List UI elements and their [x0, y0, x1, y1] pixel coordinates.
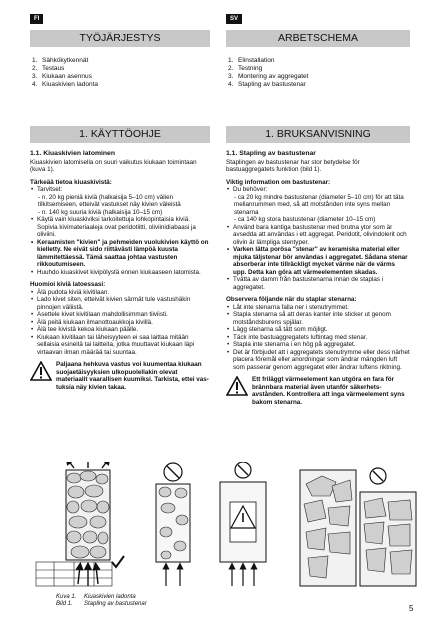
bullet-fi: • Älä peitä kiukaan ilmanottoaukkoja kivillä.	[30, 319, 210, 327]
sub-bullet-sv: - ca 20 kg mindre bastustenar (diameter 5–10 cm) för att täta mellanrummen med, så att motstånden inte syns mellan stenarna	[234, 193, 404, 216]
warning-triangle-icon	[226, 376, 248, 396]
language-tag-fi: FI	[30, 14, 43, 24]
bullet-sv: • Täck inte bastuaggregatets luftintag med stenar.	[226, 334, 410, 342]
intro-fi: Kiuaskivien latomisella on suuri vaikutus kiukaan toimintaan (kuva 1).	[30, 158, 197, 173]
warning-sv	[226, 376, 410, 406]
bullet-fi: • Älä tee kivistä kekoa kiukaan päälle.	[30, 326, 210, 334]
toc-item: 2. Testning	[228, 65, 263, 72]
stone-grid-illustration	[34, 560, 114, 588]
toc-item: 4. Stapling av bastustenar	[228, 81, 306, 88]
toc-item: 1. Elinstallation	[228, 57, 275, 64]
intro-sv: Staplingen av bastustenar har stor betydelse för bastuaggregatets funktion (bild 1).	[226, 158, 360, 173]
warning-text-sv: Ett friläggt värmeelement kan utgöra en fara för brännbara material även utanför säkerhetsavstånden. Kontrollera att inga värmeelement syns bakom stenarna.	[252, 376, 405, 406]
column-fi	[30, 30, 210, 89]
important-heading-fi: Tärkeää tietoa kiuaskivistä:	[30, 178, 112, 186]
bullet-sv: • Stapla stenarna så att deras kanter inte sticker ut genom motståndsburens spjälar.	[226, 311, 410, 326]
subtitle-fi: 1.1. Kiuaskivien latominen	[30, 150, 115, 157]
hazard-panel	[220, 462, 266, 586]
section-sv	[226, 126, 410, 406]
sub-bullet-sv: - ca 140 kg stora bastustenar (diameter 10–15 cm)	[234, 216, 376, 223]
warning-triangle-icon	[30, 361, 52, 381]
toc-item: 1. Sähkökytkennät	[32, 57, 89, 64]
bullet-fi: • Keraamisten "kivien" ja pehmeiden vuolukivien käyttö on kielletty. Ne eivät sido riittävästi lämpöä kuusta lämmitettäessä. Tämä saattaa johtaa vastusten rikkoutumiseen.	[30, 239, 210, 269]
toc-title-sv: ARBETSCHEMA	[226, 30, 410, 47]
figure-caption	[56, 594, 147, 608]
important-heading-sv: Viktig information om bastustenar:	[226, 178, 331, 186]
sub-bullet-fi: - n. 20 kg pieniä kiviä (halkaisija 5–10 cm) välien tilkitsemiseen, etteivät vastukset näy kivien väleistä	[38, 193, 181, 208]
bullet-sv: • Lägg stenarna så tätt som möjligt.	[226, 326, 410, 334]
bullet-fi: • Huuhdo kiuaskivet kivipölystä ennen kiukaaseen latomista.	[30, 269, 210, 277]
notice-heading-fi: Huomioi kiviä latoessasi:	[30, 281, 106, 288]
section-fi	[30, 126, 210, 391]
warning-fi	[30, 361, 210, 391]
bullet-sv: • Stapla inte stenarna i en hög på aggregatet.	[226, 341, 410, 349]
toc-item: 4. Kiuaskivien ladonta	[32, 81, 99, 88]
bullet-fi: • Kiukaan kivitilaan tai läheisyyteen ei saa laittaa mitään sellaisia esineitä tai laitteita, jotka muuttavat kiukaan läpi virtaavan ilman määrää tai suuntaa.	[30, 334, 210, 357]
toc-item: 3. Kiukaan asennus	[32, 73, 92, 80]
caption-label-sv: Bild 1.	[56, 601, 73, 607]
bullet-fi: • Asettele kivet kivitilaan mahdollisimman tiiviisti.	[30, 311, 210, 319]
column-sv	[226, 30, 410, 89]
bullet-sv: • Varken lätta porösa "stenar" av keramiska material eller mjuka täljstenar bör användas i aggregatet. Sådana stenar absorberar inte tillräckligt mycket värme när de värms upp. Detta kan göra att värmeelementen skadas.	[226, 246, 410, 276]
toc-list-sv	[228, 57, 410, 89]
wrong-stacking-panel	[156, 463, 190, 586]
bullet-sv: • Tvätta av damm från bastustenarna innan de staplas i aggregatet.	[226, 276, 410, 291]
warning-text-fi: Paljaana hehkuva vastus voi kuumentaa kiukaan suojaetäisyyksien ulkopuolellakin olevat materiaalit vaarallisen kuumiksi. Tarkista, ettei vastuksia näy kivien takaa.	[56, 361, 209, 391]
subtitle-sv: 1.1. Stapling av bastustenar	[226, 150, 316, 157]
sub-bullet-fi: - n. 140 kg suuria kiviä (halkaisija 10–15 cm)	[38, 208, 163, 216]
section-title-fi: 1. KÄYTTÖOHJE	[30, 126, 210, 143]
body-sv	[226, 150, 410, 406]
bullet-fi: • Tarvitset:	[30, 186, 210, 194]
caption-label-fi: Kuva 1.	[56, 594, 77, 600]
bullet-fi: • Käytä vain kiuaskiviksi tarkoitettuja lohkopintaisia kiviä. Sopivia kivimateriaaleja ovat peridotiitti, oliviinidiabaasi ja oliviini.	[30, 216, 210, 239]
body-fi	[30, 150, 210, 391]
bullet-sv: • Låt inte stenarna falla ner i stenutrymmet.	[226, 304, 410, 312]
toc-title-fi: TYÖJÄRJESTYS	[30, 30, 210, 47]
bullet-fi: • Lado kivet siten, etteivät kivien särmät tule vastushäkin pinnojen väliistä.	[30, 296, 210, 311]
toc-list-fi	[32, 57, 210, 89]
toc-item: 3. Montering av aggregatet	[228, 73, 309, 80]
stone-stacking-illustration	[60, 462, 420, 592]
bullet-fi: • Älä pudota kiviä kivitilaan.	[30, 289, 210, 297]
notice-heading-sv: Observera följande när du staplar stenarna:	[226, 296, 357, 303]
section-title-sv: 1. BRUKSANVISNING	[226, 126, 410, 143]
bullet-sv: • Det är förbjudet att i aggregatets stenutrymme eller dess närhet placera föremål eller anordningar som ändrar mängden luft som passerar genom aggregatet eller ändrar luftens riktning.	[226, 349, 410, 372]
stone-side-panel	[360, 492, 416, 586]
bullet-sv: • Du behöver:	[226, 186, 410, 194]
language-tag-sv: SV	[226, 14, 242, 24]
caption-text-fi: Kiuaskivien ladonta	[84, 594, 136, 600]
bullet-sv: • Använd bara kantiga bastustenar med brutna ytor som är avsedda att användas i ett aggregat. Peridotit, olivindolerit och olivin är lämpliga stentyper.	[226, 224, 410, 247]
toc-item: 2. Testaus	[32, 65, 65, 72]
page-number: 5	[409, 604, 414, 613]
caption-text-sv: Stapling av bastustenar	[84, 601, 147, 607]
